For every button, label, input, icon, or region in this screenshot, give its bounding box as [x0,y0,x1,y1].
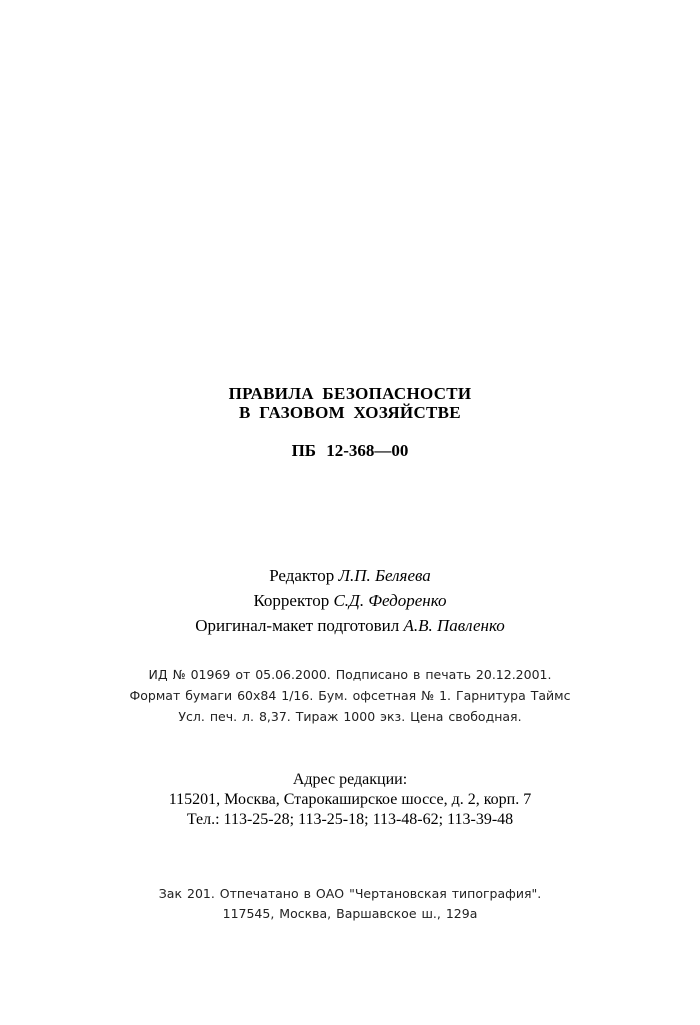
address-heading: Адрес редакции: [292,771,408,788]
title-line-1: ПРАВИЛА БЕЗОПАСНОСТИ [228,384,472,403]
credit-role: Оригинал-макет подготовил [195,616,404,635]
address-street: 115201, Москва, Старокаширское шоссе, д. 2, корп. 7 [168,791,532,808]
title-line-2: В ГАЗОВОМ ХОЗЯЙСТВЕ [239,403,461,422]
credit-name: Л.П. Беляева [338,566,431,585]
credit-editor [0,566,700,586]
credit-name: А.В. Павленко [403,616,505,635]
imprint-line-1: ИД № 01969 от 05.06.2000. Подписано в печать 20.12.2001. [148,667,552,682]
credit-proofreader [0,591,700,611]
credit-name: С.Д. Федоренко [333,591,447,610]
printer-line-2: 117545, Москва, Варшавское ш., 129а [222,906,478,921]
document-code: ПБ 12-368—00 [291,441,409,460]
credit-role: Корректор [253,591,334,610]
printer-line-1: Зак 201. Отпечатано в ОАО "Чертановская типография". [158,886,542,901]
imprint-line-2: Формат бумаги 60x84 1/16. Бум. офсетная № 1. Гарнитура Таймс [129,688,571,703]
credit-role: Редактор [269,566,339,585]
imprint-line-3: Усл. печ. л. 8,37. Тираж 1000 экз. Цена свободная. [178,709,522,724]
address-phones: Тел.: 113-25-28; 113-25-18; 113-48-62; 113-39-48 [186,811,514,828]
credit-layout [0,616,700,636]
